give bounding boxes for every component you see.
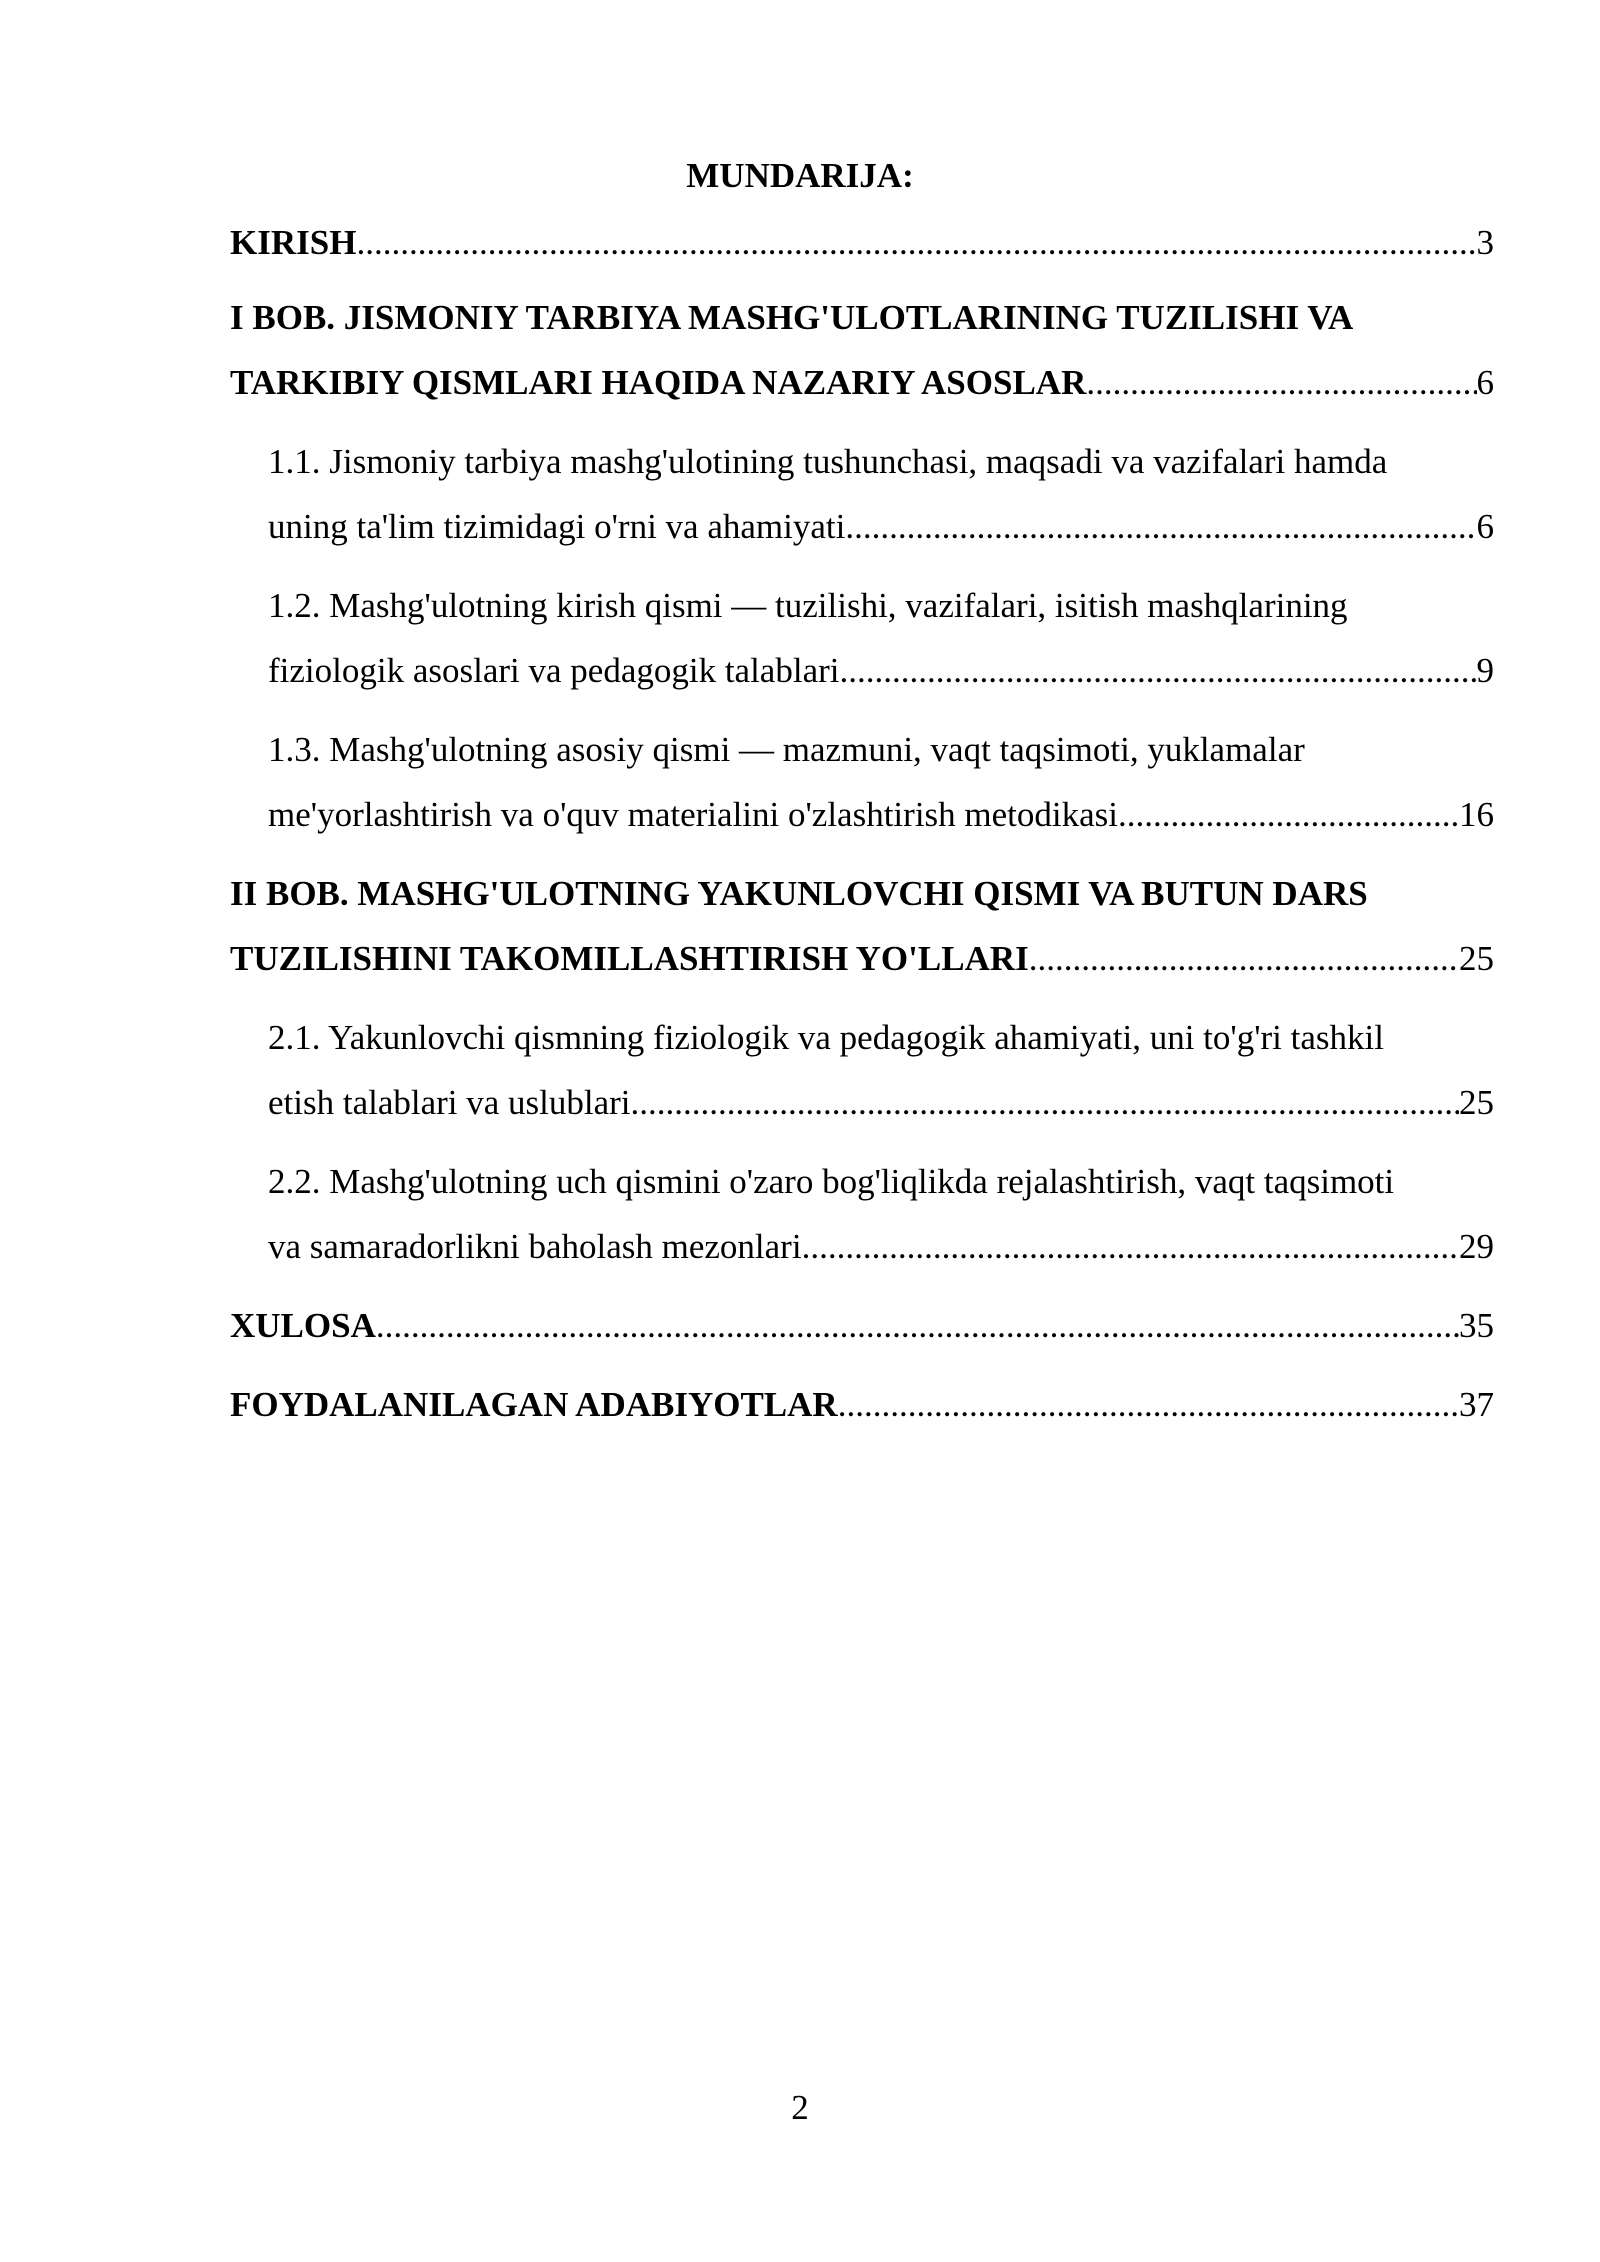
dot-leader	[1029, 926, 1459, 991]
toc-entry-chapter-2[interactable]	[230, 861, 1494, 991]
toc-entry-title-line: 1.1. Jismoniy tarbiya mashg'ulotining tushunchasi, maqsadi va vazifalari hamda	[268, 442, 1388, 481]
toc-page-number: 16	[1459, 795, 1494, 834]
toc-entry-line	[268, 1214, 1494, 1279]
toc-entry-label: XULOSA	[230, 1306, 376, 1345]
dot-leader	[631, 1070, 1459, 1135]
toc-entry-line	[268, 1070, 1494, 1135]
toc-entry-line	[230, 210, 1494, 275]
toc-entry-line	[230, 350, 1494, 415]
toc-entry-label: uning ta'lim tizimidagi o'rni va ahamiyati	[268, 507, 846, 546]
toc-entry-chapter-1[interactable]	[230, 285, 1494, 415]
toc-entry-line	[268, 638, 1494, 703]
toc-entry-label: KIRISH	[230, 223, 357, 262]
toc-entry-title-line: 1.3. Mashg'ulotning asosiy qismi — mazmuni, vaqt taqsimoti, yuklamalar	[268, 730, 1305, 769]
toc-page-number: 35	[1459, 1306, 1494, 1345]
toc-entry-section-1-3[interactable]	[230, 717, 1494, 847]
toc-entry-line	[268, 494, 1494, 559]
toc-entry-title-line: II BOB. MASHG'ULOTNING YAKUNLOVCHI QISMI VA BUTUN DARS	[230, 874, 1368, 913]
toc-entry-section-1-2[interactable]	[230, 573, 1494, 703]
toc-entry-line	[230, 926, 1494, 991]
toc-page-number: 37	[1459, 1385, 1494, 1424]
toc-entry-label: TUZILISHINI TAKOMILLASHTIRISH YO'LLARI	[230, 939, 1029, 978]
dot-leader	[845, 494, 1476, 559]
toc-entry-label: fiziologik asoslari va pedagogik talablari	[268, 651, 840, 690]
dot-leader	[838, 1372, 1459, 1437]
toc-entry-section-2-1[interactable]	[230, 1005, 1494, 1135]
table-of-contents	[230, 210, 1494, 1437]
toc-page-number: 6	[1476, 507, 1494, 546]
toc-entry-label: me'yorlashtirish va o'quv materialini o'zlashtirish metodikasi	[268, 795, 1118, 834]
dot-leader	[356, 210, 1476, 275]
toc-page-number: 29	[1459, 1227, 1494, 1266]
toc-page-number: 25	[1459, 939, 1494, 978]
toc-entry-title-line: 2.2. Mashg'ulotning uch qismini o'zaro bog'liqlikda rejalashtirish, vaqt taqsimoti	[268, 1162, 1395, 1201]
toc-entry-label: va samaradorlikni baholash mezonlari	[268, 1227, 802, 1266]
toc-entry-section-1-1[interactable]	[230, 429, 1494, 559]
toc-entry-kirish[interactable]	[230, 210, 1494, 275]
toc-page-number: 9	[1476, 651, 1494, 690]
toc-entry-title-line: 1.2. Mashg'ulotning kirish qismi — tuzilishi, vazifalari, isitish mashqlarining	[268, 586, 1348, 625]
toc-page-number: 3	[1476, 223, 1494, 262]
toc-page-number: 6	[1476, 363, 1494, 402]
dot-leader	[839, 638, 1476, 703]
toc-entry-line	[230, 1293, 1494, 1358]
toc-entry-line	[230, 1372, 1494, 1437]
toc-entry-label: FOYDALANILAGAN ADABIYOTLAR	[230, 1385, 838, 1424]
toc-title: MUNDARIJA:	[686, 156, 914, 195]
toc-entry-label: etish talablari va uslublari	[268, 1083, 631, 1122]
toc-entry-title-line: I BOB. JISMONIY TARBIYA MASHG'ULOTLARINING TUZILISHI VA	[230, 298, 1354, 337]
dot-leader	[1086, 350, 1476, 415]
toc-entry-section-2-2[interactable]	[230, 1149, 1494, 1279]
toc-page-number: 25	[1459, 1083, 1494, 1122]
dot-leader	[802, 1214, 1459, 1279]
toc-entry-title-line: 2.1. Yakunlovchi qismning fiziologik va pedagogik ahamiyati, uni to'g'ri tashkil	[268, 1018, 1384, 1057]
dot-leader	[1118, 782, 1459, 847]
dot-leader	[376, 1293, 1459, 1358]
toc-entry-xulosa[interactable]	[230, 1293, 1494, 1358]
toc-entry-label: TARKIBIY QISMLARI HAQIDA NAZARIY ASOSLAR	[230, 363, 1087, 402]
toc-entry-references[interactable]	[230, 1372, 1494, 1437]
toc-entry-line	[268, 782, 1494, 847]
page-number: 2	[791, 2088, 809, 2127]
